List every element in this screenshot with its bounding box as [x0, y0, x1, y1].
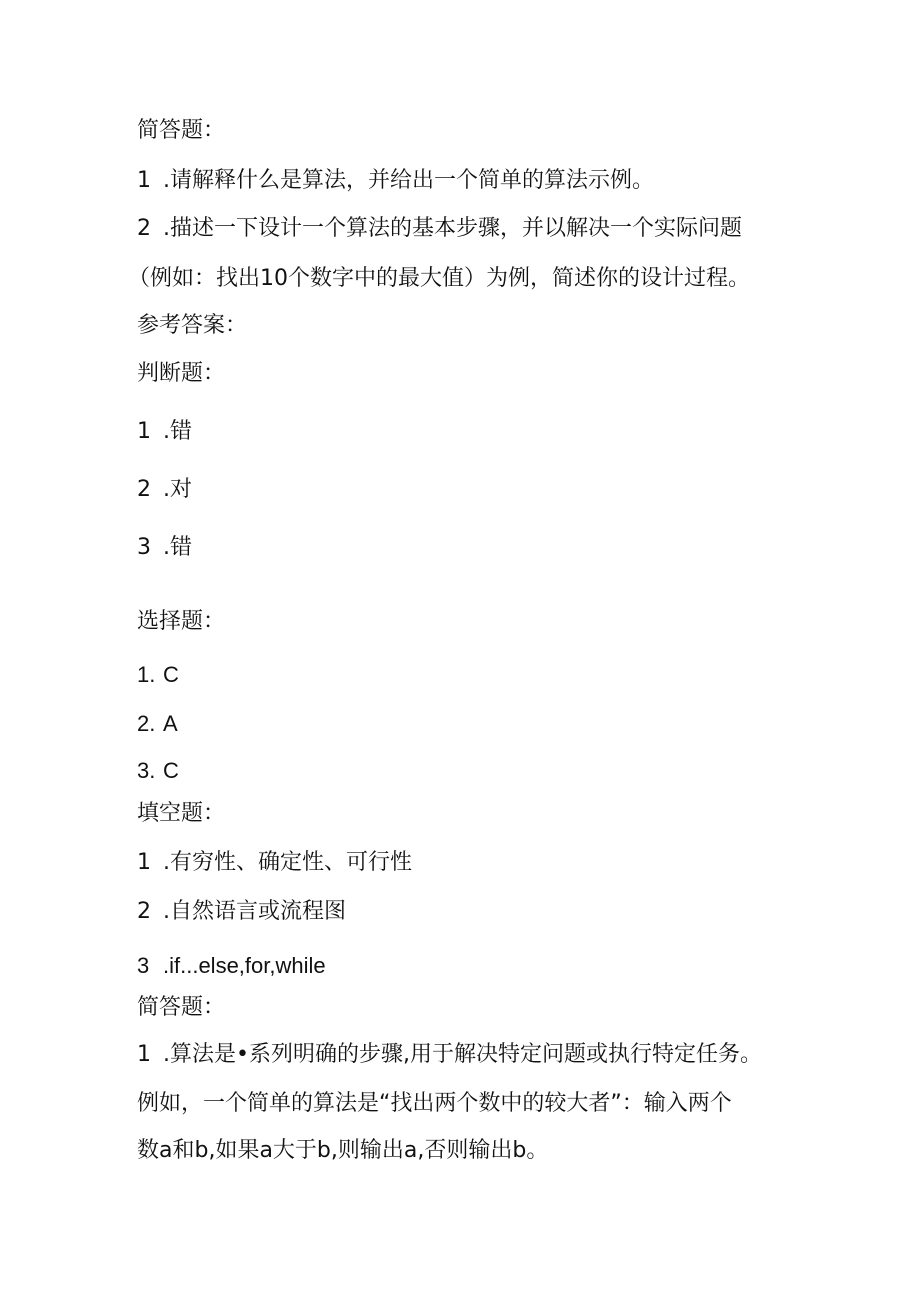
multiple-choice-answer-2: [137, 709, 820, 739]
answer-text-line3: 数a和b,如果a大于b,则输出a,否则输出b。: [137, 1138, 549, 1163]
answer-number: 2.: [137, 711, 156, 736]
answer-text: .错: [163, 535, 192, 560]
answer-text-line1: .算法是•系列明确的步骤,用于解决特定问题或执行特定任务。: [163, 1042, 762, 1067]
multiple-choice-answer-3: [137, 756, 820, 786]
answer-number: 2: [137, 899, 151, 924]
fill-blank-answer-1: [137, 848, 820, 878]
question-1: [137, 166, 820, 196]
true-false-heading: 判断题：: [137, 361, 226, 386]
question-2: [137, 214, 820, 244]
question-1-number: 1: [137, 168, 151, 193]
answer-text: .对: [163, 477, 192, 502]
question-2-text-line2: （例如：找出10个数字中的最大值）为例，简述你的设计过程。: [128, 266, 750, 291]
answer-number: 3: [137, 535, 151, 560]
question-2-text-line1: .描述一下设计一个算法的基本步骤，并以解决一个实际问题: [163, 216, 742, 241]
answer-number: 1: [137, 419, 151, 444]
multiple-choice-heading: 选择题：: [137, 609, 226, 634]
answer-text-line2: 例如，一个简单的算法是“找出两个数中的较大者”：输入两个: [137, 1091, 732, 1116]
answer-number: 1.: [137, 662, 156, 687]
question-1-text: .请解释什么是算法，并给出一个简单的算法示例。: [163, 168, 654, 193]
answer-number: 1: [137, 1042, 151, 1067]
short-answer-key-1: [137, 1040, 820, 1070]
answer-text: .错: [163, 419, 192, 444]
answer-text: .有穷性、确定性、可行性: [163, 850, 412, 875]
fill-blank-heading: 填空题：: [137, 801, 226, 826]
answer-text: C: [163, 758, 179, 783]
answer-number: 3.: [137, 758, 156, 783]
answer-number: 1: [137, 850, 151, 875]
true-false-answer-2: [137, 475, 820, 505]
answer-number: 3: [137, 953, 150, 978]
reference-answers-heading: 参考答案：: [137, 313, 248, 338]
fill-blank-answer-2: [137, 897, 820, 927]
fill-blank-answer-3: [137, 951, 820, 981]
answer-text: C: [163, 662, 179, 687]
answer-number: 2: [137, 477, 151, 502]
short-answer-key-heading: 简答题：: [137, 995, 226, 1020]
multiple-choice-answer-1: [137, 660, 820, 690]
answer-text: .if...else,for,while: [163, 953, 326, 978]
short-answer-heading: 简答题：: [137, 118, 226, 143]
answer-text: A: [163, 711, 178, 736]
true-false-answer-3: [137, 533, 820, 563]
true-false-answer-1: [137, 417, 820, 447]
question-2-number: 2: [137, 216, 151, 241]
answer-text: .自然语言或流程图: [163, 899, 346, 924]
